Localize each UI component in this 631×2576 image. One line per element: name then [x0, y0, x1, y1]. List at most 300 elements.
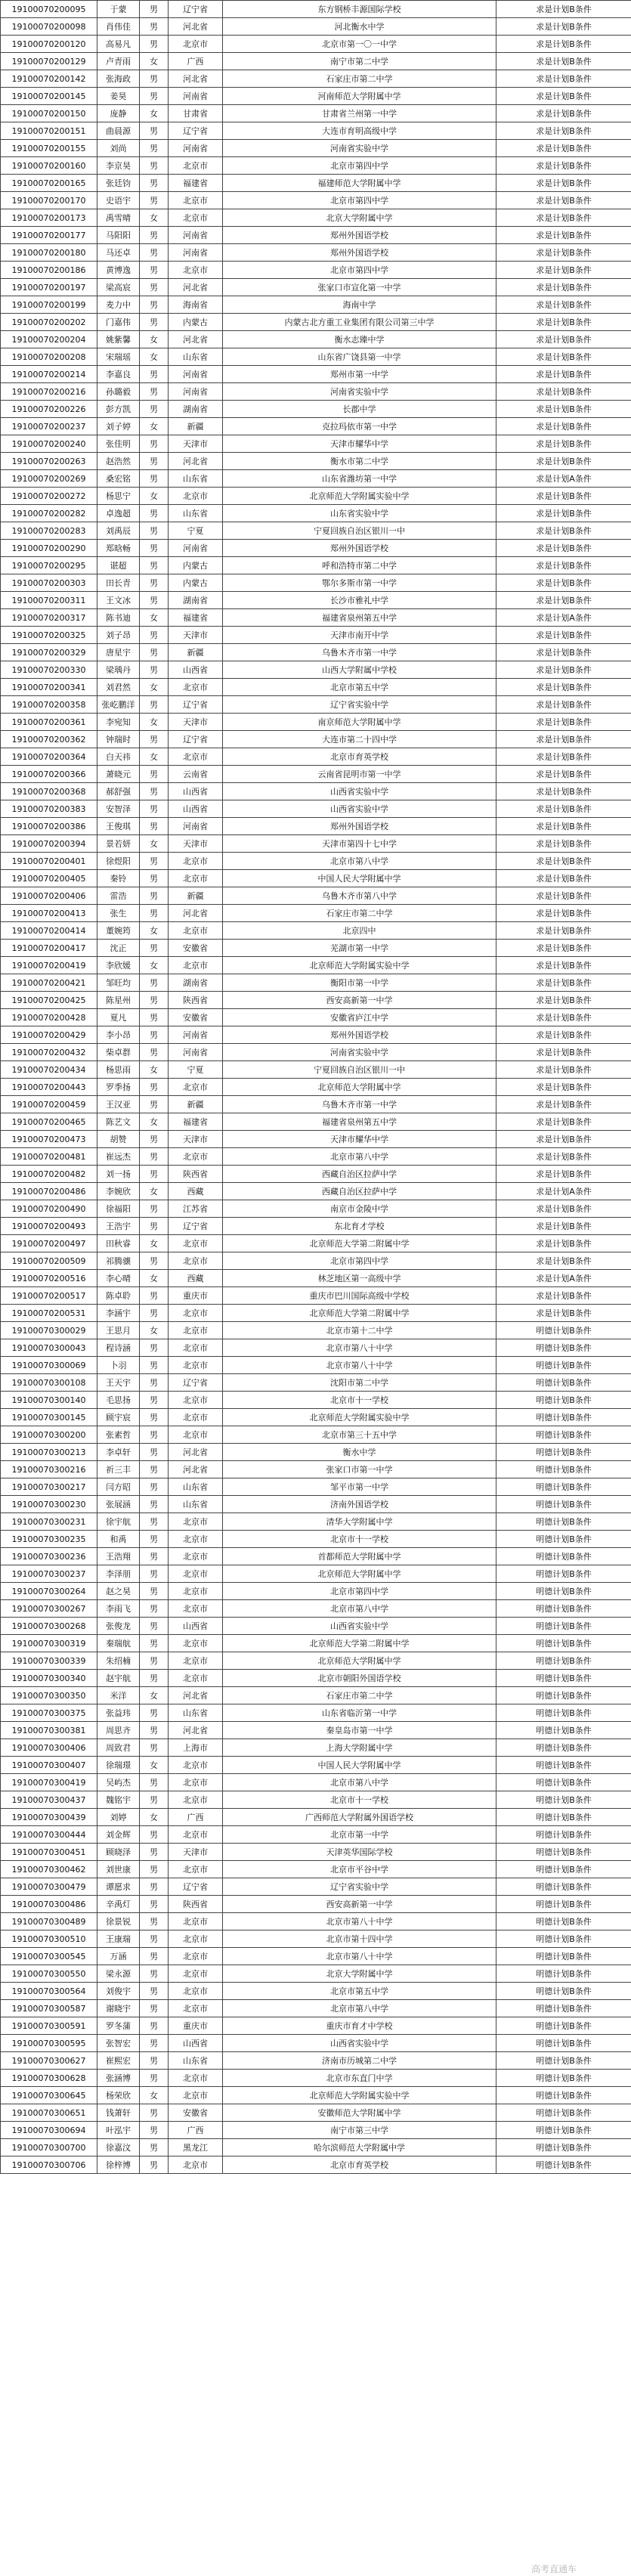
gender: 男 [140, 122, 169, 140]
province: 安徽省 [169, 2104, 223, 2122]
school-name: 济南市历城第二中学 [223, 2052, 496, 2070]
gender: 男 [140, 818, 169, 835]
school-name: 山东省广饶县第一中学 [223, 348, 496, 366]
admission-plan: 求是计划B条件 [496, 262, 631, 279]
student-name: 陈卓聆 [97, 1287, 140, 1305]
table-row [1, 2156, 631, 2174]
province: 上海市 [169, 1739, 223, 1757]
student-name: 张佳明 [97, 435, 140, 453]
admission-plan: 求是计划B条件 [496, 331, 631, 348]
student-name: 徐瑞璟 [97, 1757, 140, 1774]
school-name: 河南省实验中学 [223, 140, 496, 157]
table-row [1, 644, 631, 661]
admission-plan: 明德计划B条件 [496, 1930, 631, 1948]
school-name: 宁夏回族自治区银川一中 [223, 1061, 496, 1079]
school-name: 郑州外国语学校 [223, 244, 496, 262]
province: 北京市 [169, 748, 223, 766]
school-name: 北京市第八中学 [223, 1600, 496, 1618]
table-row [1, 627, 631, 644]
school-name: 北京市第五中学 [223, 1983, 496, 2000]
gender: 男 [140, 2017, 169, 2035]
gender: 男 [140, 505, 169, 522]
province: 北京市 [169, 922, 223, 940]
table-row [1, 244, 631, 262]
admission-plan: 求是计划B条件 [496, 36, 631, 53]
table-row [1, 348, 631, 366]
school-name: 北京市育英学校 [223, 748, 496, 766]
table-row [1, 748, 631, 766]
province: 广西 [169, 53, 223, 70]
candidate-id: 19100070200362 [1, 731, 97, 748]
gender: 男 [140, 1704, 169, 1722]
student-name: 万涵 [97, 1948, 140, 1965]
gender: 男 [140, 522, 169, 540]
admission-plan: 求是计划B条件 [496, 974, 631, 992]
table-row [1, 1965, 631, 1983]
school-name: 南京师范大学附属中学 [223, 714, 496, 731]
school-name: 郑州外国语学校 [223, 227, 496, 244]
candidate-id: 19100070200303 [1, 574, 97, 592]
province: 山东省 [169, 1478, 223, 1496]
candidate-id: 19100070200486 [1, 1183, 97, 1200]
province: 广西 [169, 1809, 223, 1826]
gender: 男 [140, 435, 169, 453]
admission-plan: 明德计划B条件 [496, 1844, 631, 1861]
school-name: 西藏自治区拉萨中学 [223, 1183, 496, 1200]
province: 河南省 [169, 383, 223, 401]
school-name: 芜湖市第一中学 [223, 940, 496, 957]
table-row [1, 696, 631, 714]
province: 河北省 [169, 1722, 223, 1739]
table-row [1, 1757, 631, 1774]
table-row [1, 157, 631, 175]
gender: 女 [140, 105, 169, 122]
school-name: 河南省实验中学 [223, 1044, 496, 1061]
gender: 女 [140, 1270, 169, 1287]
province: 湖南省 [169, 974, 223, 992]
candidate-id: 19100070300340 [1, 1670, 97, 1687]
province: 北京市 [169, 1339, 223, 1357]
admission-plan: 求是计划B条件 [496, 1009, 631, 1026]
candidate-id: 19100070300591 [1, 2017, 97, 2035]
school-name: 山西省实验中学 [223, 2035, 496, 2052]
candidate-id: 19100070300407 [1, 1757, 97, 1774]
candidate-id: 19100070300145 [1, 1409, 97, 1426]
admission-plan: 求是计划B条件 [496, 435, 631, 453]
admission-plan: 求是计划B条件 [496, 922, 631, 940]
admission-plan: 求是计划B条件 [496, 244, 631, 262]
gender: 男 [140, 1218, 169, 1235]
student-name: 李嘉良 [97, 366, 140, 383]
table-row [1, 1044, 631, 1061]
table-row [1, 1478, 631, 1496]
student-name: 马阳阳 [97, 227, 140, 244]
table-row [1, 122, 631, 140]
province: 北京市 [169, 1305, 223, 1322]
candidate-id: 19100070200202 [1, 314, 97, 331]
student-name: 李泽朋 [97, 1565, 140, 1583]
student-name: 陈艺文 [97, 1113, 140, 1131]
school-name: 北京市十一学校 [223, 1791, 496, 1809]
school-name: 天津市南开中学 [223, 627, 496, 644]
gender: 男 [140, 1409, 169, 1426]
school-name: 北京市第一〇一中学 [223, 36, 496, 53]
school-name: 北京市育英学校 [223, 2156, 496, 2174]
student-name: 卢青雨 [97, 53, 140, 70]
school-name: 哈尔滨师范大学附属中学 [223, 2139, 496, 2156]
admission-plan: 求是计划B条件 [496, 661, 631, 679]
table-row [1, 1357, 631, 1374]
gender: 男 [140, 1896, 169, 1913]
gender: 男 [140, 1548, 169, 1565]
province: 辽宁省 [169, 1374, 223, 1392]
gender: 男 [140, 540, 169, 557]
table-row [1, 2087, 631, 2104]
province: 宁夏 [169, 1061, 223, 1079]
admission-plan: 求是计划B条件 [496, 748, 631, 766]
table-row [1, 714, 631, 731]
province: 福建省 [169, 609, 223, 627]
gender: 男 [140, 905, 169, 922]
school-name: 张家口市第一中学 [223, 1461, 496, 1478]
table-row [1, 1305, 631, 1322]
candidate-id: 19100070300462 [1, 1861, 97, 1878]
student-name: 赵浩然 [97, 453, 140, 470]
candidate-id: 19100070200413 [1, 905, 97, 922]
student-name: 夏凡 [97, 1009, 140, 1026]
admission-plan: 求是计划B条件 [496, 696, 631, 714]
table-row [1, 592, 631, 609]
admission-plan: 明德计划B条件 [496, 2070, 631, 2087]
admission-plan: 明德计划B条件 [496, 1757, 631, 1774]
school-name: 南宁市第二中学 [223, 53, 496, 70]
province: 北京市 [169, 1861, 223, 1878]
province: 河北省 [169, 279, 223, 296]
admission-plan: 明德计划B条件 [496, 2156, 631, 2174]
candidate-id: 19100070200151 [1, 122, 97, 140]
candidate-id: 19100070200493 [1, 1218, 97, 1235]
table-row [1, 609, 631, 627]
school-name: 河北衡水中学 [223, 18, 496, 36]
school-name: 衡水市第二中学 [223, 453, 496, 470]
candidate-id: 19100070200361 [1, 714, 97, 731]
student-name: 罗季扬 [97, 1079, 140, 1096]
gender: 男 [140, 1357, 169, 1374]
student-name: 马还卓 [97, 244, 140, 262]
candidate-id: 19100070200160 [1, 157, 97, 175]
province: 河南省 [169, 1026, 223, 1044]
gender: 男 [140, 192, 169, 209]
candidate-id: 19100070200417 [1, 940, 97, 957]
student-name: 李小昂 [97, 1026, 140, 1044]
school-name: 衡水中学 [223, 1444, 496, 1461]
table-row [1, 296, 631, 314]
student-name: 白天祎 [97, 748, 140, 766]
province: 北京市 [169, 209, 223, 227]
gender: 男 [140, 2104, 169, 2122]
province: 福建省 [169, 175, 223, 192]
admission-plan: 明德计划B条件 [496, 1426, 631, 1444]
candidate-id: 19100070200434 [1, 1061, 97, 1079]
gender: 男 [140, 2052, 169, 2070]
school-name: 济南外国语学校 [223, 1496, 496, 1513]
table-row [1, 1948, 631, 1965]
province: 陕西省 [169, 1896, 223, 1913]
table-row [1, 18, 631, 36]
province: 山西省 [169, 1618, 223, 1635]
candidate-id: 19100070300419 [1, 1774, 97, 1791]
province: 西藏 [169, 1183, 223, 1200]
candidate-id: 19100070300069 [1, 1357, 97, 1374]
province: 新疆 [169, 644, 223, 661]
table-row [1, 1496, 631, 1513]
school-name: 石家庄市第二中学 [223, 905, 496, 922]
gender: 男 [140, 1878, 169, 1896]
table-row [1, 435, 631, 453]
province: 北京市 [169, 1635, 223, 1652]
gender: 女 [140, 1061, 169, 1079]
school-name: 衡水志臻中学 [223, 331, 496, 348]
admission-plan: 求是计划B条件 [496, 714, 631, 731]
admission-plan: 求是计划B条件 [496, 157, 631, 175]
admission-plan: 明德计划B条件 [496, 2035, 631, 2052]
admission-plan: 求是计划B条件 [496, 1079, 631, 1096]
student-name: 张俊龙 [97, 1618, 140, 1635]
admission-plan: 明德计划B条件 [496, 1722, 631, 1739]
table-row [1, 870, 631, 887]
candidate-id: 19100070200197 [1, 279, 97, 296]
admission-plan: 明德计划B条件 [496, 2017, 631, 2035]
school-name: 北京师范大学第二附属中学 [223, 1235, 496, 1252]
candidate-id: 19100070200368 [1, 783, 97, 800]
table-row [1, 1513, 631, 1531]
school-name: 邹平市第一中学 [223, 1478, 496, 1496]
gender: 男 [140, 227, 169, 244]
school-name: 北京师范大学第二附属中学 [223, 1635, 496, 1652]
student-name: 李卓轩 [97, 1444, 140, 1461]
candidate-id: 19100070200237 [1, 418, 97, 435]
province: 北京市 [169, 36, 223, 53]
table-row [1, 1200, 631, 1218]
gender: 男 [140, 870, 169, 887]
table-row [1, 209, 631, 227]
student-name: 高易凡 [97, 36, 140, 53]
school-name: 郑州外国语学校 [223, 818, 496, 835]
candidate-id: 19100070300217 [1, 1478, 97, 1496]
table-row [1, 1670, 631, 1687]
candidate-id: 19100070200394 [1, 835, 97, 853]
student-name: 雷浩 [97, 887, 140, 905]
gender: 男 [140, 1079, 169, 1096]
table-row [1, 1409, 631, 1426]
table-row [1, 1809, 631, 1826]
school-name: 北京市第四中学 [223, 262, 496, 279]
admission-plan: 明德计划B条件 [496, 1826, 631, 1844]
gender: 男 [140, 175, 169, 192]
admission-plan: 求是计划B条件 [496, 1166, 631, 1183]
gender: 男 [140, 1166, 169, 1183]
admission-plan: 求是计划B条件 [496, 835, 631, 853]
school-name: 山东省潍坊第一中学 [223, 470, 496, 488]
gender: 男 [140, 2035, 169, 2052]
province: 河南省 [169, 227, 223, 244]
gender: 男 [140, 1844, 169, 1861]
province: 辽宁省 [169, 1878, 223, 1896]
admission-plan: 求是计划B条件 [496, 175, 631, 192]
candidate-id: 19100070200155 [1, 140, 97, 157]
table-row [1, 1913, 631, 1930]
gender: 男 [140, 696, 169, 714]
candidate-id: 19100070200509 [1, 1252, 97, 1270]
school-name: 林芝地区第一高级中学 [223, 1270, 496, 1287]
student-name: 徐梓博 [97, 2156, 140, 2174]
admission-plan: 求是计划B条件 [496, 679, 631, 696]
student-name: 田长青 [97, 574, 140, 592]
gender: 男 [140, 1339, 169, 1357]
admission-plan: 求是计划B条件 [496, 18, 631, 36]
admission-plan: 明德计划B条件 [496, 1357, 631, 1374]
admission-plan: 求是计划B条件 [496, 940, 631, 957]
table-row [1, 1930, 631, 1948]
admission-plan: 明德计划B条件 [496, 1513, 631, 1531]
school-name: 上海大学附属中学 [223, 1739, 496, 1757]
gender: 男 [140, 296, 169, 314]
admission-plan: 求是计划B条件 [496, 644, 631, 661]
table-row [1, 1252, 631, 1270]
table-row [1, 1565, 631, 1583]
school-name: 北京师范大学附属实验中学 [223, 1409, 496, 1426]
student-name: 崔远杰 [97, 1148, 140, 1166]
admission-plan: 求是计划B条件 [496, 992, 631, 1009]
province: 北京市 [169, 1235, 223, 1252]
table-row [1, 1166, 631, 1183]
gender: 女 [140, 748, 169, 766]
candidate-id: 19100070200290 [1, 540, 97, 557]
student-name: 门嘉伟 [97, 314, 140, 331]
school-name: 安徽省庐江中学 [223, 1009, 496, 1026]
gender: 女 [140, 1322, 169, 1339]
admission-plan: 求是计划B条件 [496, 453, 631, 470]
gender: 女 [140, 922, 169, 940]
province: 北京市 [169, 1565, 223, 1583]
gender: 男 [140, 383, 169, 401]
table-row [1, 1218, 631, 1235]
province: 内蒙古 [169, 314, 223, 331]
school-name: 天津市第四十七中学 [223, 835, 496, 853]
student-name: 于蒙 [97, 1, 140, 18]
student-name: 梁瑀丹 [97, 661, 140, 679]
province: 北京市 [169, 262, 223, 279]
candidate-id: 19100070300444 [1, 1826, 97, 1844]
student-name: 杨荣欣 [97, 2087, 140, 2104]
candidate-id: 19100070300550 [1, 1965, 97, 1983]
student-name: 和禹 [97, 1531, 140, 1548]
table-row [1, 1009, 631, 1026]
province: 河北省 [169, 70, 223, 88]
province: 北京市 [169, 1930, 223, 1948]
candidate-id: 19100070200120 [1, 36, 97, 53]
table-row [1, 957, 631, 974]
gender: 女 [140, 331, 169, 348]
province: 山西省 [169, 783, 223, 800]
gender: 男 [140, 2000, 169, 2017]
admission-plan: 求是计划B条件 [496, 540, 631, 557]
school-name: 北京师范大学附属实验中学 [223, 957, 496, 974]
candidate-id: 19100070200443 [1, 1079, 97, 1096]
table-row [1, 1426, 631, 1444]
table-row [1, 731, 631, 748]
admission-plan: 求是计划B条件 [496, 1235, 631, 1252]
table-row [1, 192, 631, 209]
admission-plan: 明德计划B条件 [496, 1339, 631, 1357]
province: 北京市 [169, 1983, 223, 2000]
candidate-id: 19100070200204 [1, 331, 97, 348]
student-name: 秦瑞航 [97, 1635, 140, 1652]
candidate-id: 19100070200142 [1, 70, 97, 88]
candidate-id: 19100070200401 [1, 853, 97, 870]
province: 新疆 [169, 1096, 223, 1113]
province: 海南省 [169, 296, 223, 314]
school-name: 福建师范大学附属中学 [223, 175, 496, 192]
gender: 男 [140, 1826, 169, 1844]
gender: 女 [140, 488, 169, 505]
province: 河南省 [169, 140, 223, 157]
candidate-id: 19100070200208 [1, 348, 97, 366]
school-name: 山东省临沂第一中学 [223, 1704, 496, 1722]
student-name: 曲晨源 [97, 122, 140, 140]
student-name: 徐宇航 [97, 1513, 140, 1531]
student-name: 周致君 [97, 1739, 140, 1757]
admission-plan: 明德计划B条件 [496, 1687, 631, 1704]
candidate-id: 19100070300350 [1, 1687, 97, 1704]
school-name: 北京市第十四中学 [223, 1930, 496, 1948]
province: 河北省 [169, 18, 223, 36]
gender: 男 [140, 2156, 169, 2174]
school-name: 北京市第八十中学 [223, 1913, 496, 1930]
student-name: 王浩翔 [97, 1548, 140, 1565]
gender: 女 [140, 714, 169, 731]
admission-plan: 求是计划B条件 [496, 1096, 631, 1113]
student-name: 王天宇 [97, 1374, 140, 1392]
province: 甘肃省 [169, 105, 223, 122]
student-name: 祈三丰 [97, 1461, 140, 1478]
gender: 男 [140, 1722, 169, 1739]
candidate-id: 19100070200405 [1, 870, 97, 887]
admission-plan: 求是计划B条件 [496, 853, 631, 870]
gender: 男 [140, 1930, 169, 1948]
candidate-id: 19100070200481 [1, 1148, 97, 1166]
province: 北京市 [169, 1791, 223, 1809]
school-name: 北京市朝阳外国语学校 [223, 1670, 496, 1687]
table-row [1, 401, 631, 418]
gender: 男 [140, 1652, 169, 1670]
table-row [1, 574, 631, 592]
candidate-id: 19100070300587 [1, 2000, 97, 2017]
student-name: 王文冰 [97, 592, 140, 609]
school-name: 甘肃省兰州第一中学 [223, 105, 496, 122]
student-name: 闫方昭 [97, 1478, 140, 1496]
province: 河北省 [169, 1461, 223, 1478]
candidate-id: 19100070300545 [1, 1948, 97, 1965]
province: 山东省 [169, 348, 223, 366]
admission-plan: 求是计划B条件 [496, 1218, 631, 1235]
candidate-id: 19100070200473 [1, 1131, 97, 1148]
candidate-id: 19100070300029 [1, 1322, 97, 1339]
school-name: 长沙市雅礼中学 [223, 592, 496, 609]
table-row [1, 1826, 631, 1844]
student-name: 史语宇 [97, 192, 140, 209]
student-name: 王俊琪 [97, 818, 140, 835]
